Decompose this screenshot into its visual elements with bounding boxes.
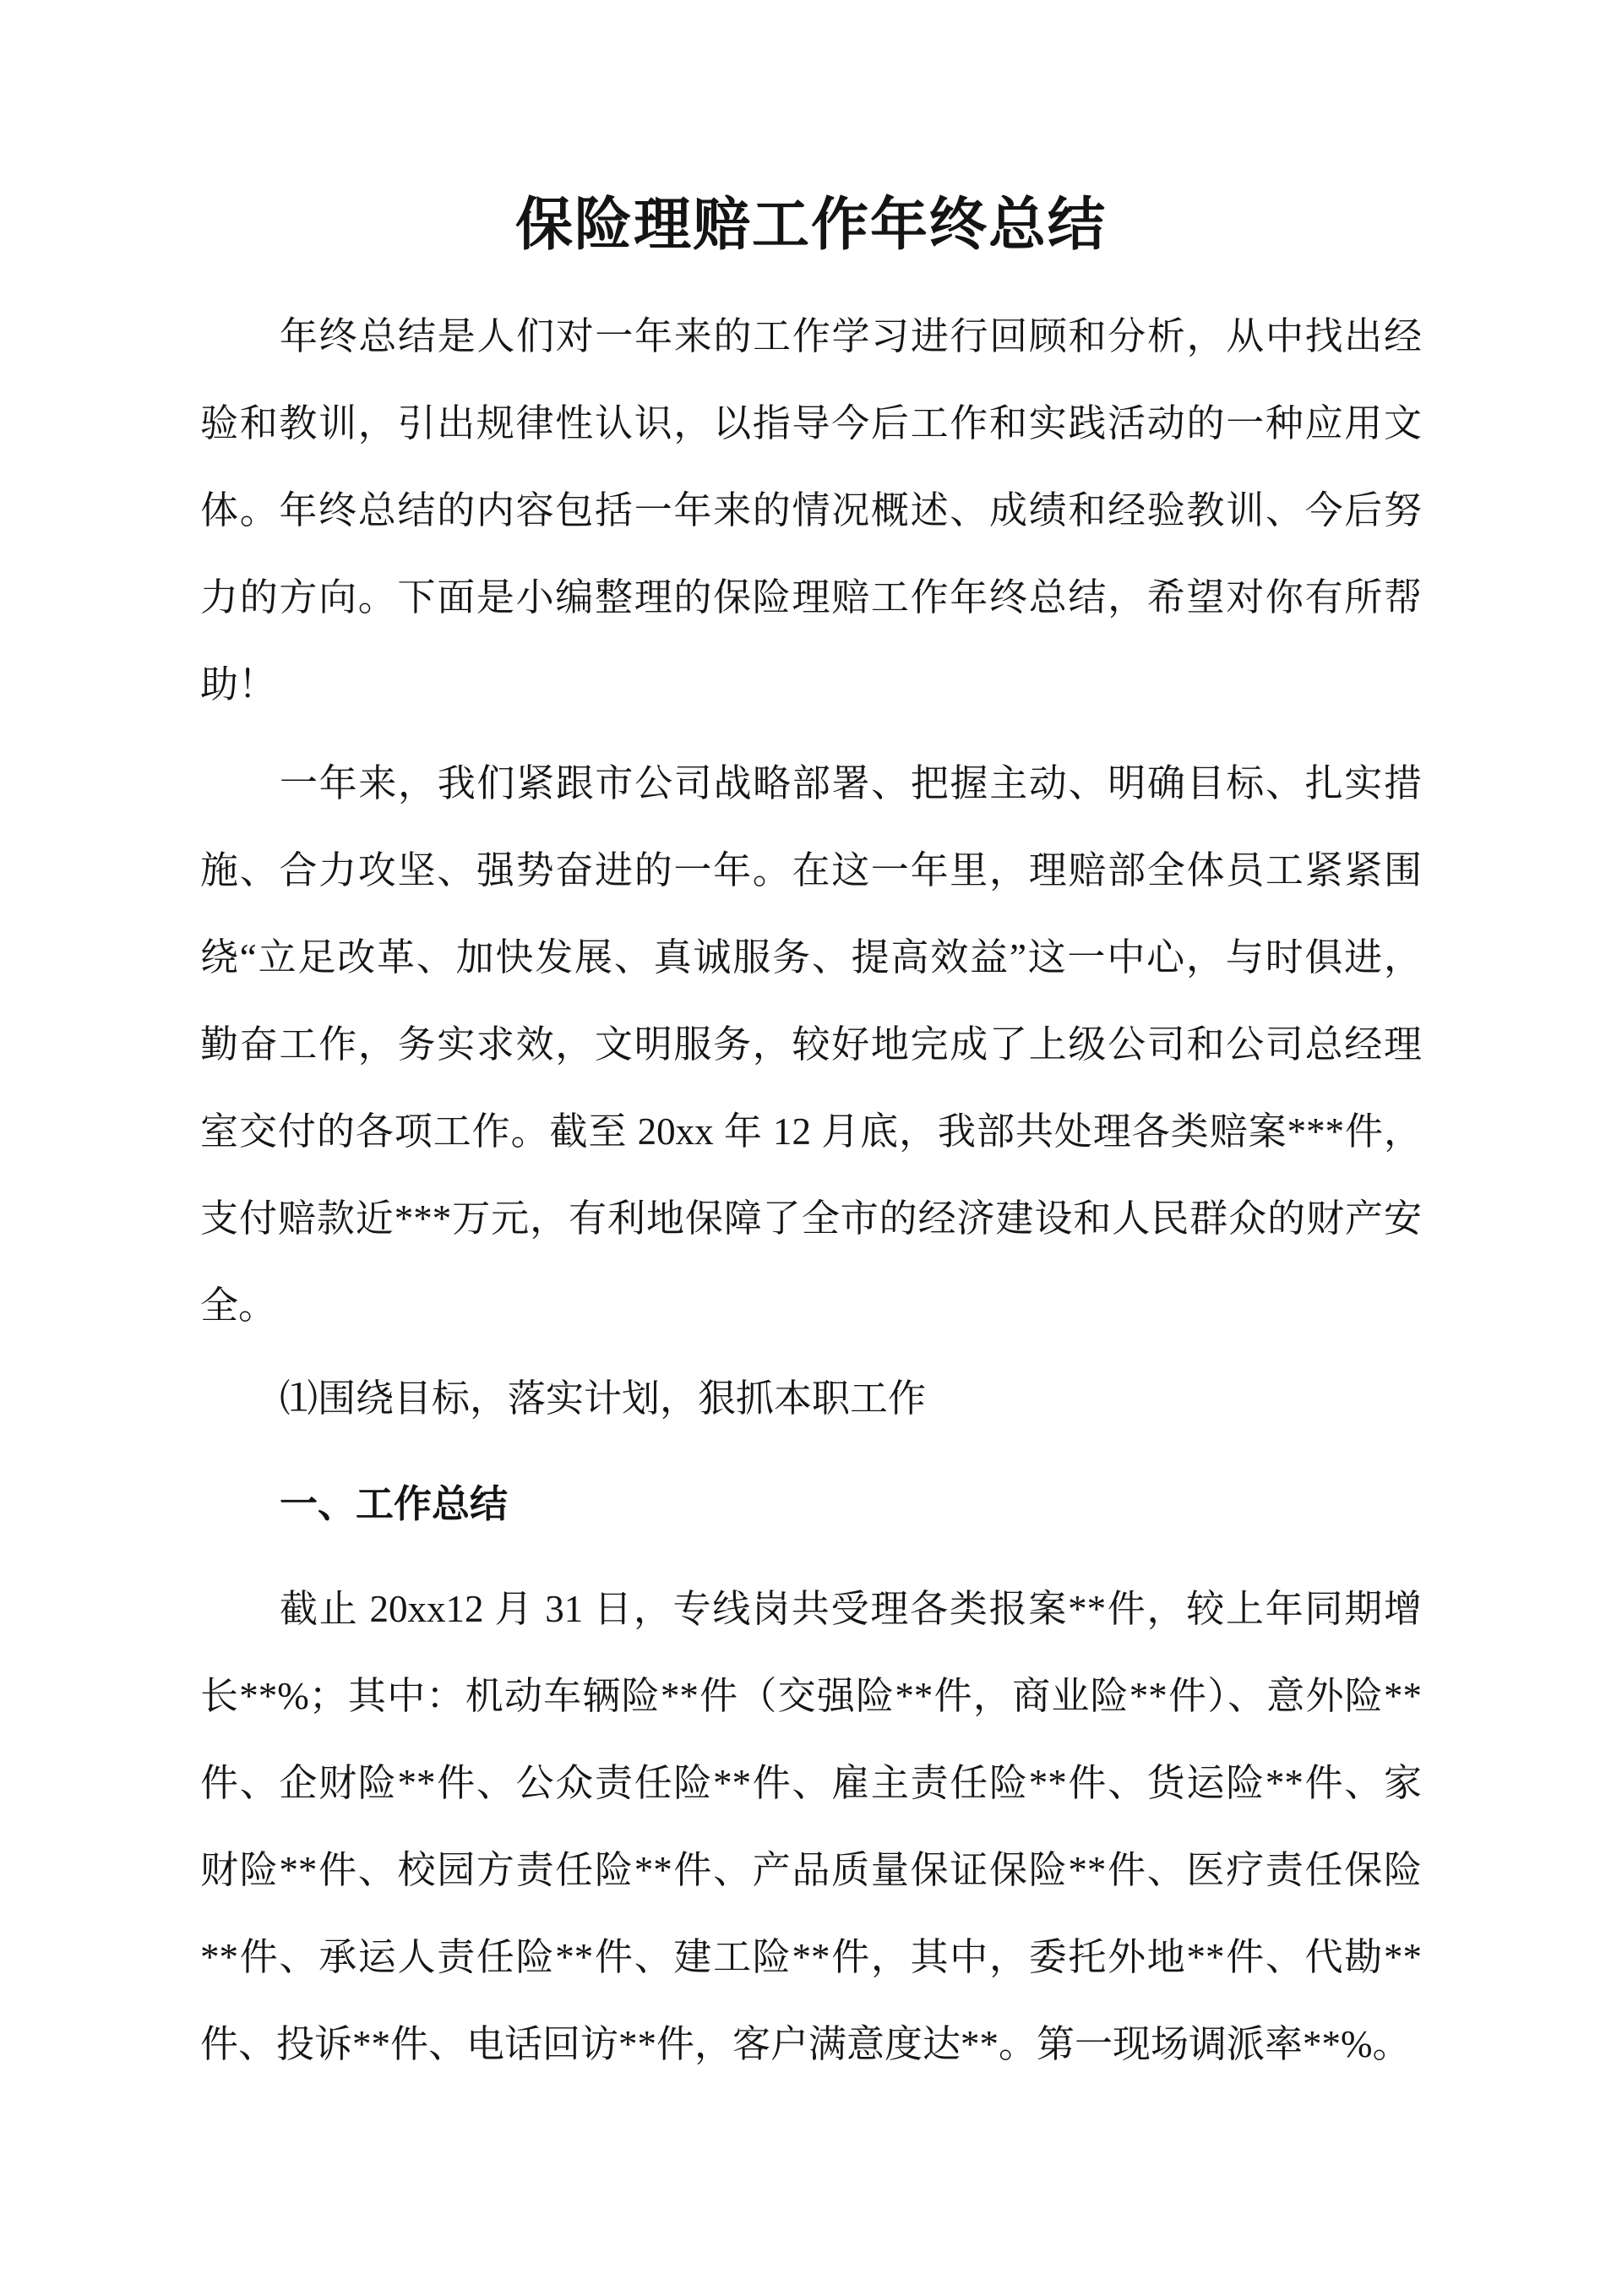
text-line: 勤奋工作，务实求效，文明服务，较好地完成了上级公司和公司总经理	[200, 1023, 1422, 1066]
text-line: 截止 20xx12 月 31 日，专线岗共受理各类报案**件，较上年同期增	[280, 1588, 1422, 1630]
text-line: 件、企财险**件、公众责任险**件、雇主责任险**件、货运险**件、家	[200, 1762, 1422, 1804]
document-title: 保险理赔工作年终总结	[514, 193, 1107, 257]
text-line: 力的方向。下面是小编整理的保险理赔工作年终总结，希望对你有所帮	[200, 576, 1422, 619]
paragraph-intro	[200, 293, 1422, 728]
text-line: 财险**件、校园方责任险**件、产品质量保证保险**件、医疗责任保险	[200, 1849, 1422, 1891]
text-line: 年终总结是人们对一年来的工作学习进行回顾和分析，从中找出经	[280, 315, 1422, 357]
text-line: 助！	[200, 663, 277, 706]
text-line: 支付赔款近***万元，有利地保障了全市的经济建设和人民群众的财产安	[200, 1197, 1422, 1240]
text-line: 一年来，我们紧跟市公司战略部署、把握主动、明确目标、扎实措	[280, 762, 1422, 804]
document-content	[200, 0, 1422, 2088]
text-line: 绕“立足改革、加快发展、真诚服务、提高效益”这一中心，与时俱进，	[200, 936, 1422, 979]
text-line: **件、承运人责任险**件、建工险**件，其中，委托外地**件、代勘**	[200, 1936, 1422, 1978]
paragraph-year-overview	[200, 740, 1422, 1350]
subheading-text: ⑴围绕目标，落实计划，狠抓本职工作	[280, 1377, 927, 1420]
text-line: 长**%；其中：机动车辆险**件（交强险**件，商业险**件）、意外险**	[200, 1675, 1422, 1717]
text-line: 体。年终总结的内容包括一年来的情况概述、成绩和经验教训、今后努	[200, 489, 1422, 532]
paragraph-statistics	[200, 1566, 1422, 2088]
heading-text: 一、工作总结	[280, 1483, 509, 1525]
text-line: 室交付的各项工作。截至 20xx 年 12 月底，我部共处理各类赔案***件，	[200, 1110, 1422, 1153]
text-line: 验和教训，引出规律性认识，以指导今后工作和实践活动的一种应用文	[200, 402, 1422, 444]
text-line: 件、投诉**件、电话回访**件，客户满意度达**。第一现场调派率**%。	[200, 2023, 1411, 2065]
paragraph-subheading	[200, 1355, 1422, 1442]
section-heading-work-summary	[200, 1461, 1422, 1548]
text-line: 施、合力攻坚、强势奋进的一年。在这一年里，理赔部全体员工紧紧围	[200, 849, 1422, 892]
text-line: 全。	[200, 1284, 277, 1327]
